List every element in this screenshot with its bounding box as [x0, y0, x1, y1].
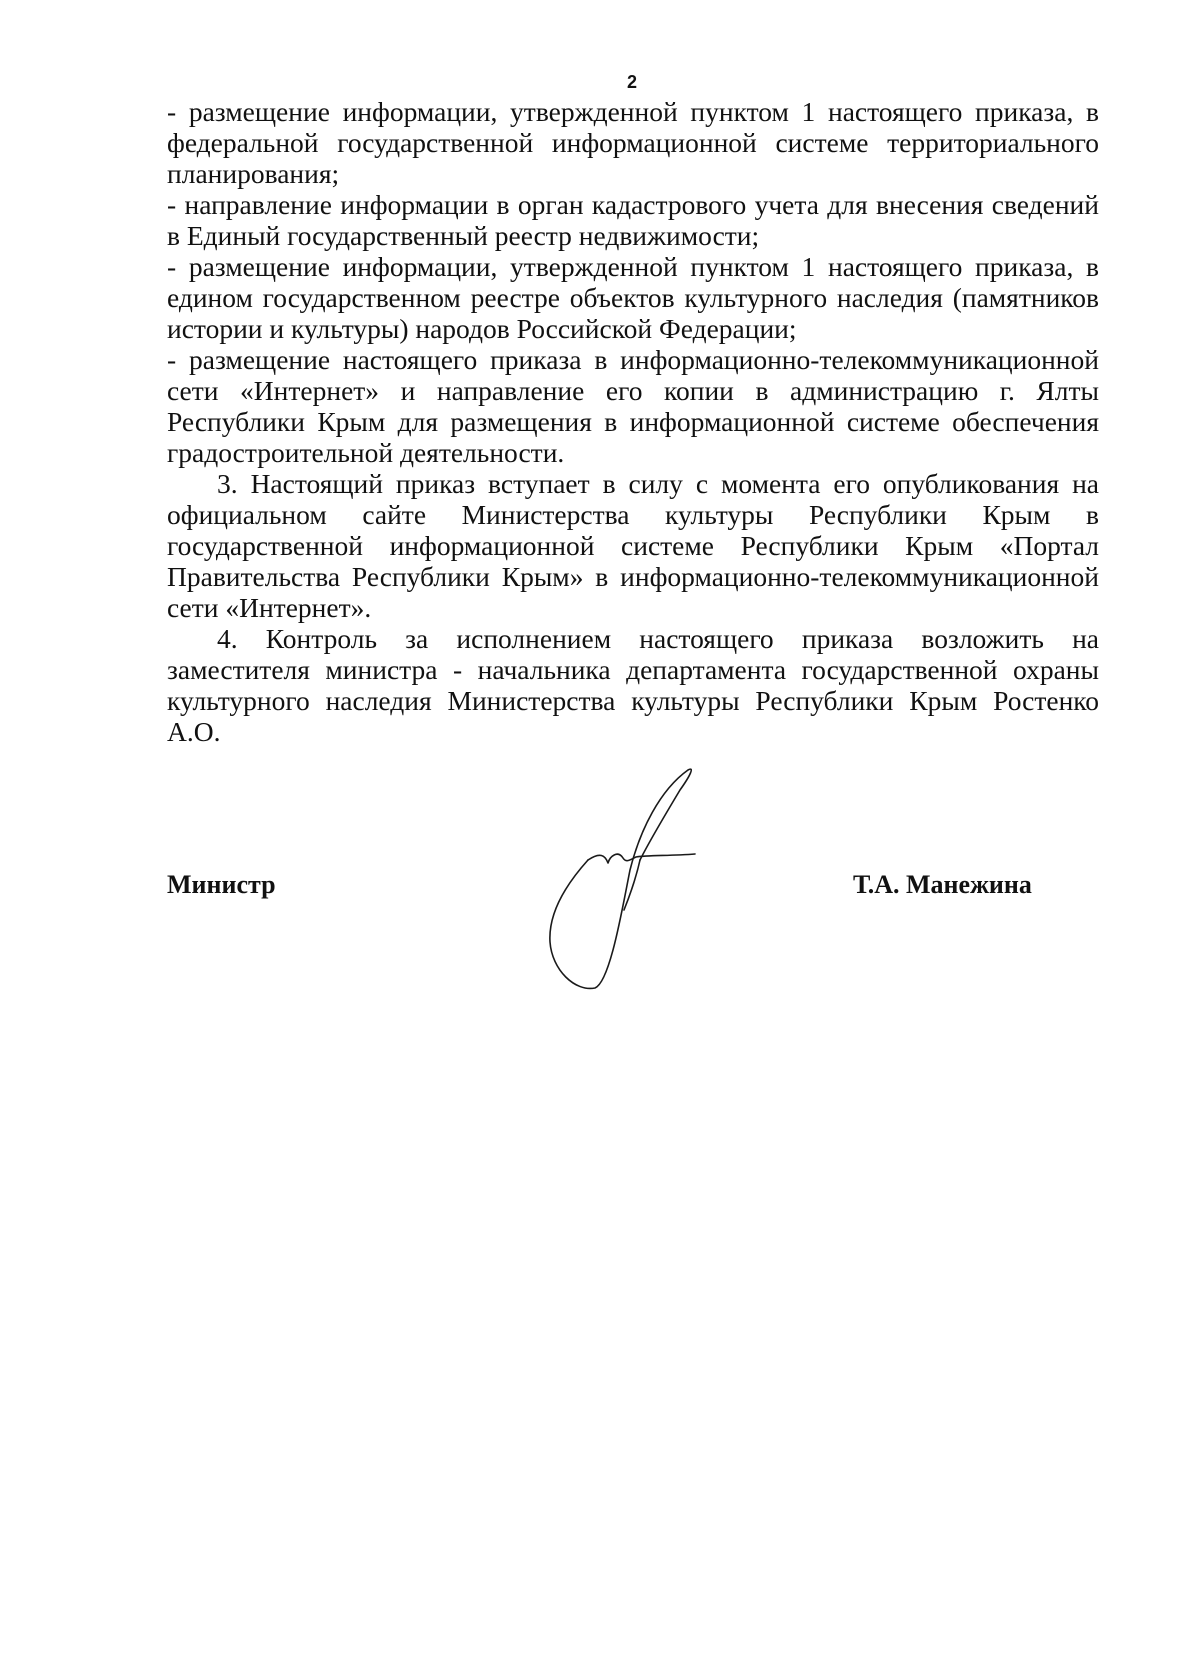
signer-name: Т.А. Манежина: [853, 870, 1032, 899]
paragraph-bullet-4: - размещение настоящего приказа в информационно-телекоммуникационной сети «Интернет» и направление его копии в администрацию г. Ялты Республики Крым для размещения в информационной системе обеспечения градостроительной деятельности.: [167, 344, 1099, 468]
handwritten-signature: [530, 760, 750, 1000]
page-number: 2: [626, 72, 637, 92]
paragraph-item-4: 4. Контроль за исполнением настоящего приказа возложить на заместителя министра - начальника департамента государственной охраны культурного наследия Министерства культуры Республики Крым Ростенко А.О.: [167, 623, 1099, 747]
paragraph-bullet-1: - размещение информации, утвержденной пунктом 1 настоящего приказа, в федеральной государственной информационной системе территориального планирования;: [167, 96, 1099, 189]
paragraph-item-3: 3. Настоящий приказ вступает в силу с момента его опубликования на официальном сайте Министерства культуры Республики Крым в государственной информационной системе Республики Крым «Портал Правительства Республики Крым» в информационно-телекоммуникационной сети «Интернет».: [167, 468, 1099, 623]
paragraph-bullet-2: - направление информации в орган кадастрового учета для внесения сведений в Единый государственный реестр недвижимости;: [167, 189, 1099, 251]
paragraph-bullet-3: - размещение информации, утвержденной пунктом 1 настоящего приказа, в едином государственном реестре объектов культурного наследия (памятников истории и культуры) народов Российской Федерации;: [167, 251, 1099, 344]
signer-title: Министр: [167, 870, 276, 899]
document-body: [167, 96, 1099, 747]
